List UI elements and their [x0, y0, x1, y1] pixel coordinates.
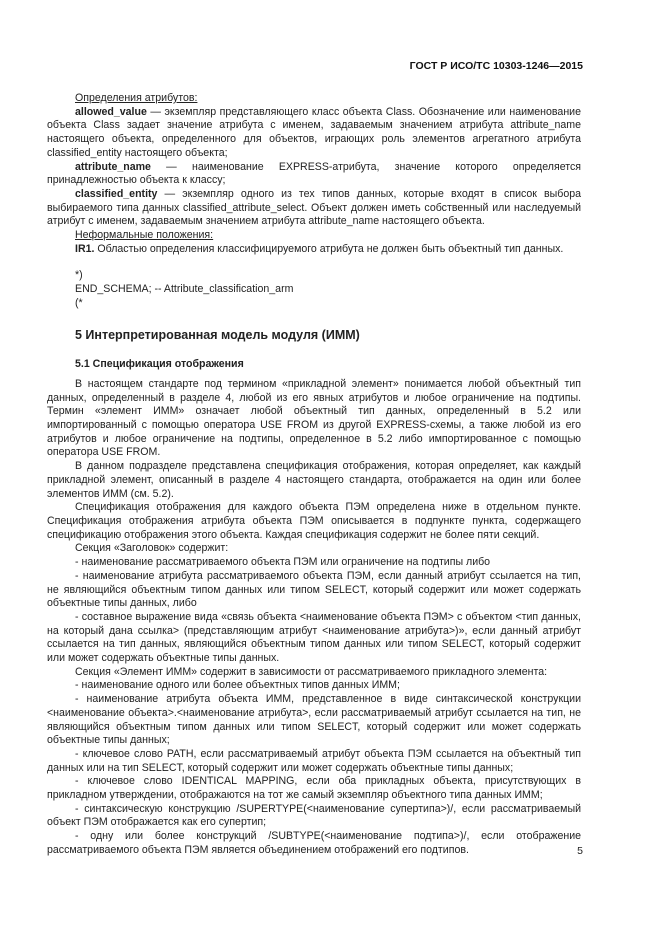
code-line-1: *) [75, 269, 83, 282]
list-item: - одну или более конструкций /SUBTYPE(<наименование подтипа>)/, если отображение рассматриваемого объекта ПЭМ является объединением отображений его подтипов. [47, 830, 581, 856]
informal-title: Неформальные положения: [75, 229, 214, 242]
list-item: - синтаксическую конструкцию /SUPERTYPE(<наименование супертипа>)/, если рассматриваемый объект ПЭМ отображается как его супертип; [47, 802, 581, 829]
list-item: - составное выражение вида «связь объекта <наименование объекта ПЭМ> с объектом <тип данных, на который дана ссылка> (представляющим атрибут <наименование атрибута>)», если данный атрибут ссылается на тип данных, являющийся объектным типом данных или типом SELECT, который содержит или может содержать объектные типы данных. [47, 610, 581, 665]
paragraph: В данном подразделе представлена спецификация отображения, которая определяет, как каждый прикладной элемент, описанный в разделе 4 настоящего стандарта, отображается на один или более элементов ИММ (см. 5.2). [47, 460, 581, 500]
paragraph: В настоящем стандарте под термином «прикладной элемент» понимается любой объектный тип данных, определенный в разделе 4, любой из его явных атрибутов и любое ограничение на подтипы. Термин «элемент ИММ» означает любой объектный тип данных, определенный в 5.2 или импортированный с помощью оператора USE FROM из другой EXPRESS-схемы, а также любой из его атрибутов и любое ограничение на подтипы, определенное в 5.2 либо импортированное с помощью оператора USE FROM. [47, 377, 581, 459]
paragraph: Секция «Заголовок» содержит: [75, 542, 229, 555]
document-header: ГОСТ Р ИСО/ТС 10303-1246—2015 [409, 60, 583, 72]
page-content [47, 92, 581, 858]
list-item: - наименование атрибута рассматриваемого объекта ПЭМ, если данный атрибут ссылается на тип, не являющийся объектным типом данных или типом SELECT, который содержит или может содержать объектные типы данных, либо [47, 569, 581, 610]
code-line-3: (* [75, 296, 83, 309]
attr-defs-title: Определения атрибутов: [75, 92, 198, 104]
list-item: - наименование атрибута объекта ИММ, представленное в виде синтаксической конструкции <наименование объекта>.<наименование атрибута>, если рассматриваемый атрибут ссылается на тип, не являющийся объектным типом данных или типом SELECT, который содержит или может содержать объектные типы данных; [47, 693, 581, 747]
section-5-title: 5 Интерпретированная модель модуля (ИММ) [75, 327, 360, 342]
def-allowed-value: allowed_value — экземпляр представляющего класс объекта Class. Обозначение или наименование объекта Class задает значение атрибута с именем, задаваемым значением атрибута attribute_name настоящего объекта, определенного для объектов, играющих роль элементов агрегатного атрибута classified_entity настоящего объекта; [47, 105, 581, 159]
section-5-1-title: 5.1 Спецификация отображения [75, 358, 244, 371]
list-item: - наименование рассматриваемого объекта ПЭМ или ограничение на подтипы либо [75, 556, 491, 569]
paragraph: Секция «Элемент ИММ» содержит в зависимости от рассматриваемого прикладного элемента: [75, 665, 548, 678]
paragraph: Спецификация отображения для каждого объекта ПЭМ определена ниже в отдельном пункте. Спецификация отображения атрибута объекта ПЭМ описывается в подпункте пункта, содержащего спецификацию отображения этого объекта. Каждая спецификация содержит не более пяти секций. [47, 501, 581, 541]
page-number: 5 [577, 845, 583, 857]
informal-rule-ir1: IR1. Областью определения классифицируемого атрибута не должен быть объектный тип данных. [75, 242, 564, 255]
def-classified-entity: classified_entity — экземпляр одного из тех типов данных, которые входят в список выбора выбираемого типа данных classified_attribute_select. Объект должен иметь собственный или наследуемый атрибут с именем, задаваемым значением атрибута attribute_name настоящего объекта. [47, 187, 581, 228]
list-item: - наименование одного или более объектных типов данных ИММ; [75, 679, 400, 692]
list-item: - ключевое слово PATH, если рассматриваемый атрибут объекта ПЭМ ссылается на объектный тип данных или на тип SELECT, который содержит или может содержать объектные типы данных; [47, 747, 581, 774]
def-attribute-name: attribute_name — наименование EXPRESS-атрибута, значение которого определяется принадлежностью объекта к классу; [47, 160, 581, 187]
list-item: - ключевое слово IDENTICAL MAPPING, если оба прикладных объекта, присутствующих в прикладном утверждении, отображаются на тот же самый экземпляр объектного типа данных ИММ; [47, 775, 581, 802]
code-line-2: END_SCHEMA; -- Attribute_classification_arm [75, 283, 294, 296]
